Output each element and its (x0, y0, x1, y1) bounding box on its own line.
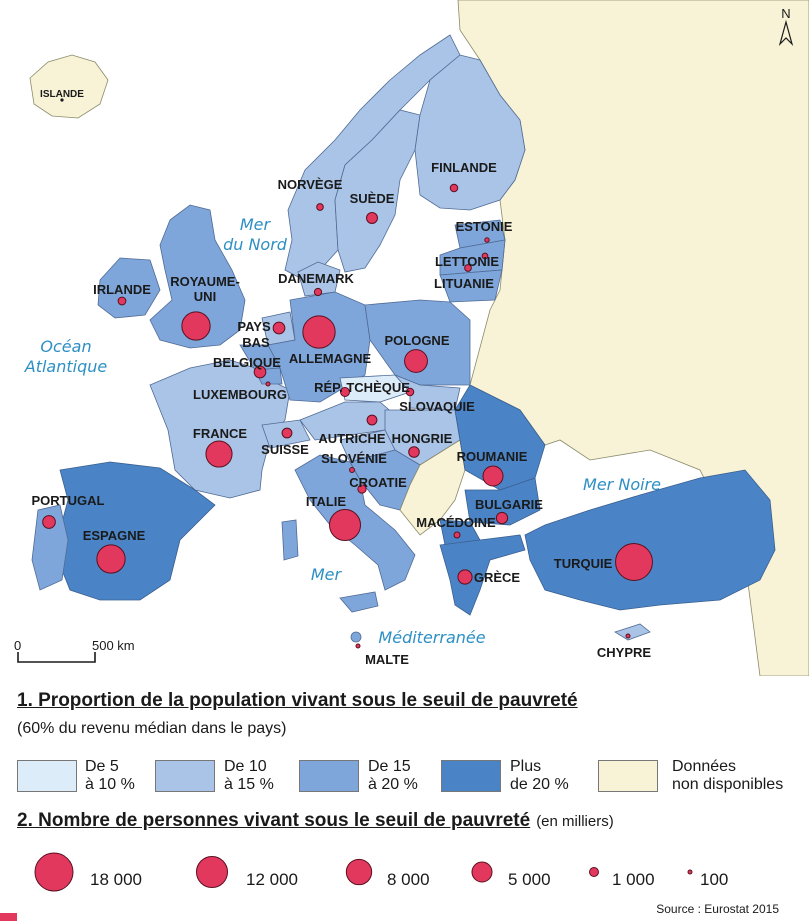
legend-subtitle-1: (60% du revenu médian dans le pays) (17, 720, 287, 737)
sea-label-mer-du-nord-2: du Nord (223, 235, 287, 254)
legend-class-no-data: Données non disponibles (672, 758, 784, 793)
circle-suede (367, 213, 378, 224)
label-turquie: TURQUIE (553, 556, 613, 571)
scale-start: 0 (14, 638, 22, 653)
legend-size-label-8000: 8 000 (387, 870, 430, 889)
circle-danemark (314, 288, 321, 295)
label-royaume-uni-1: ROYAUME- (170, 274, 240, 289)
label-rep-tcheque: RÉP. TCHÈQUE (314, 380, 410, 395)
legend-circle-5000 (472, 862, 492, 882)
sea-label-mer-noire: Mer Noire (583, 475, 661, 494)
sea-label-med-1: Mer (310, 565, 342, 584)
label-luxembourg: LUXEMBOURG (193, 387, 287, 402)
circle-bulgarie (496, 512, 507, 523)
legend-size-label-5000: 5 000 (508, 870, 551, 889)
north-label: N (781, 6, 791, 21)
circle-irlande (118, 297, 126, 305)
label-chypre: CHYPRE (596, 645, 652, 660)
circle-norvege (317, 204, 324, 211)
label-lettonie: LETTONIE (434, 254, 500, 269)
label-malte: MALTE (365, 652, 409, 667)
label-croatie: CROATIE (349, 475, 407, 490)
label-suede: SUÈDE (349, 191, 395, 206)
country-malte (351, 632, 361, 642)
label-pologne: POLOGNE (384, 333, 450, 348)
circle-grece (458, 570, 472, 584)
legend-size-label-100: 100 (700, 870, 729, 889)
sea-label-mer-du-nord-1: Mer (239, 215, 271, 234)
sea-label-ocean-1: Océan (40, 337, 92, 356)
circle-royaume-uni (182, 312, 210, 340)
corner-red-mark (0, 913, 17, 921)
legend-title-2: 2. Nombre de personnes vivant sous le seuil de pauvreté (en milliers) (17, 810, 614, 831)
circle-allemagne (303, 316, 335, 348)
label-pays-bas-2: BAS (242, 335, 270, 350)
circle-malte (356, 644, 360, 648)
circle-pologne (405, 350, 428, 373)
legend-circle-8000 (346, 859, 371, 884)
circle-italie (329, 509, 360, 540)
label-autriche: AUTRICHE (318, 431, 386, 446)
label-suisse: SUISSE (261, 442, 309, 457)
legend-swatch-20-plus (441, 760, 501, 792)
legend-title-1: 1. Proportion de la population vivant sous le seuil de pauvreté (17, 690, 578, 711)
label-roumanie: ROUMANIE (456, 449, 528, 464)
label-belgique: BELGIQUE (213, 355, 281, 370)
label-islande: ISLANDE (40, 89, 84, 100)
scale-end: 500 km (92, 638, 135, 653)
country-italie-sardaigne (282, 520, 298, 560)
circle-slovenie (350, 468, 355, 473)
label-lituanie: LITUANIE (434, 276, 494, 291)
legend-class-10-15: De 10 à 15 % (224, 758, 274, 793)
label-pays-bas-1: PAYS (237, 319, 271, 334)
legend-circle-100 (688, 870, 692, 874)
label-allemagne: ALLEMAGNE (288, 351, 372, 366)
legend (0, 676, 809, 921)
circle-roumanie (483, 466, 503, 486)
circle-estonie (485, 238, 489, 242)
circle-france (206, 441, 232, 467)
label-france: FRANCE (192, 426, 248, 441)
legend-class-15-20: De 15 à 20 % (368, 758, 418, 793)
legend-circle-12000 (196, 856, 227, 887)
circle-turquie (616, 544, 653, 581)
circle-autriche (367, 415, 377, 425)
circle-hongrie (409, 447, 420, 458)
label-finlande: FINLANDE (431, 160, 497, 175)
circle-espagne (97, 545, 125, 573)
legend-size-label-1000: 1 000 (612, 870, 655, 889)
circle-suisse (282, 428, 292, 438)
label-norvege: NORVÈGE (277, 177, 343, 192)
circle-pays-bas (273, 322, 285, 334)
label-slovaquie: SLOVAQUIE (399, 399, 475, 414)
circle-finlande (450, 184, 458, 192)
label-italie: ITALIE (305, 494, 347, 509)
label-grece: GRÈCE (473, 570, 521, 585)
label-estonie: ESTONIE (455, 219, 513, 234)
label-portugal: PORTUGAL (31, 493, 105, 508)
legend-swatch-10-15 (155, 760, 215, 792)
legend-size-label-18000: 18 000 (90, 870, 142, 889)
source-note: Source : Eurostat 2015 (656, 902, 779, 916)
sea-label-med-2: Méditerranée (378, 628, 486, 647)
legend-swatch-15-20 (299, 760, 359, 792)
label-bulgarie: BULGARIE (475, 497, 543, 512)
label-slovenie: SLOVÉNIE (321, 451, 387, 466)
legend-size-label-12000: 12 000 (246, 870, 298, 889)
label-macedoine: MACÉDOINE (416, 515, 496, 530)
legend-circle-1000 (590, 868, 599, 877)
label-danemark: DANEMARK (278, 271, 354, 286)
legend-unit-2: (en milliers) (536, 813, 614, 830)
label-hongrie: HONGRIE (391, 431, 453, 446)
legend-class-20-plus: Plus de 20 % (510, 758, 569, 793)
circle-chypre (626, 634, 630, 638)
legend-circle-18000 (35, 853, 73, 891)
legend-swatch-5-10 (17, 760, 77, 792)
label-irlande: IRLANDE (93, 282, 151, 297)
circle-portugal (43, 516, 56, 529)
legend-class-5-10: De 5 à 10 % (85, 758, 135, 793)
sea-label-ocean-2: Atlantique (24, 357, 108, 376)
legend-swatch-no-data (598, 760, 658, 792)
label-royaume-uni-2: UNI (193, 289, 217, 304)
circle-macedoine (454, 532, 460, 538)
label-espagne: ESPAGNE (82, 528, 146, 543)
circle-luxembourg (266, 382, 270, 386)
